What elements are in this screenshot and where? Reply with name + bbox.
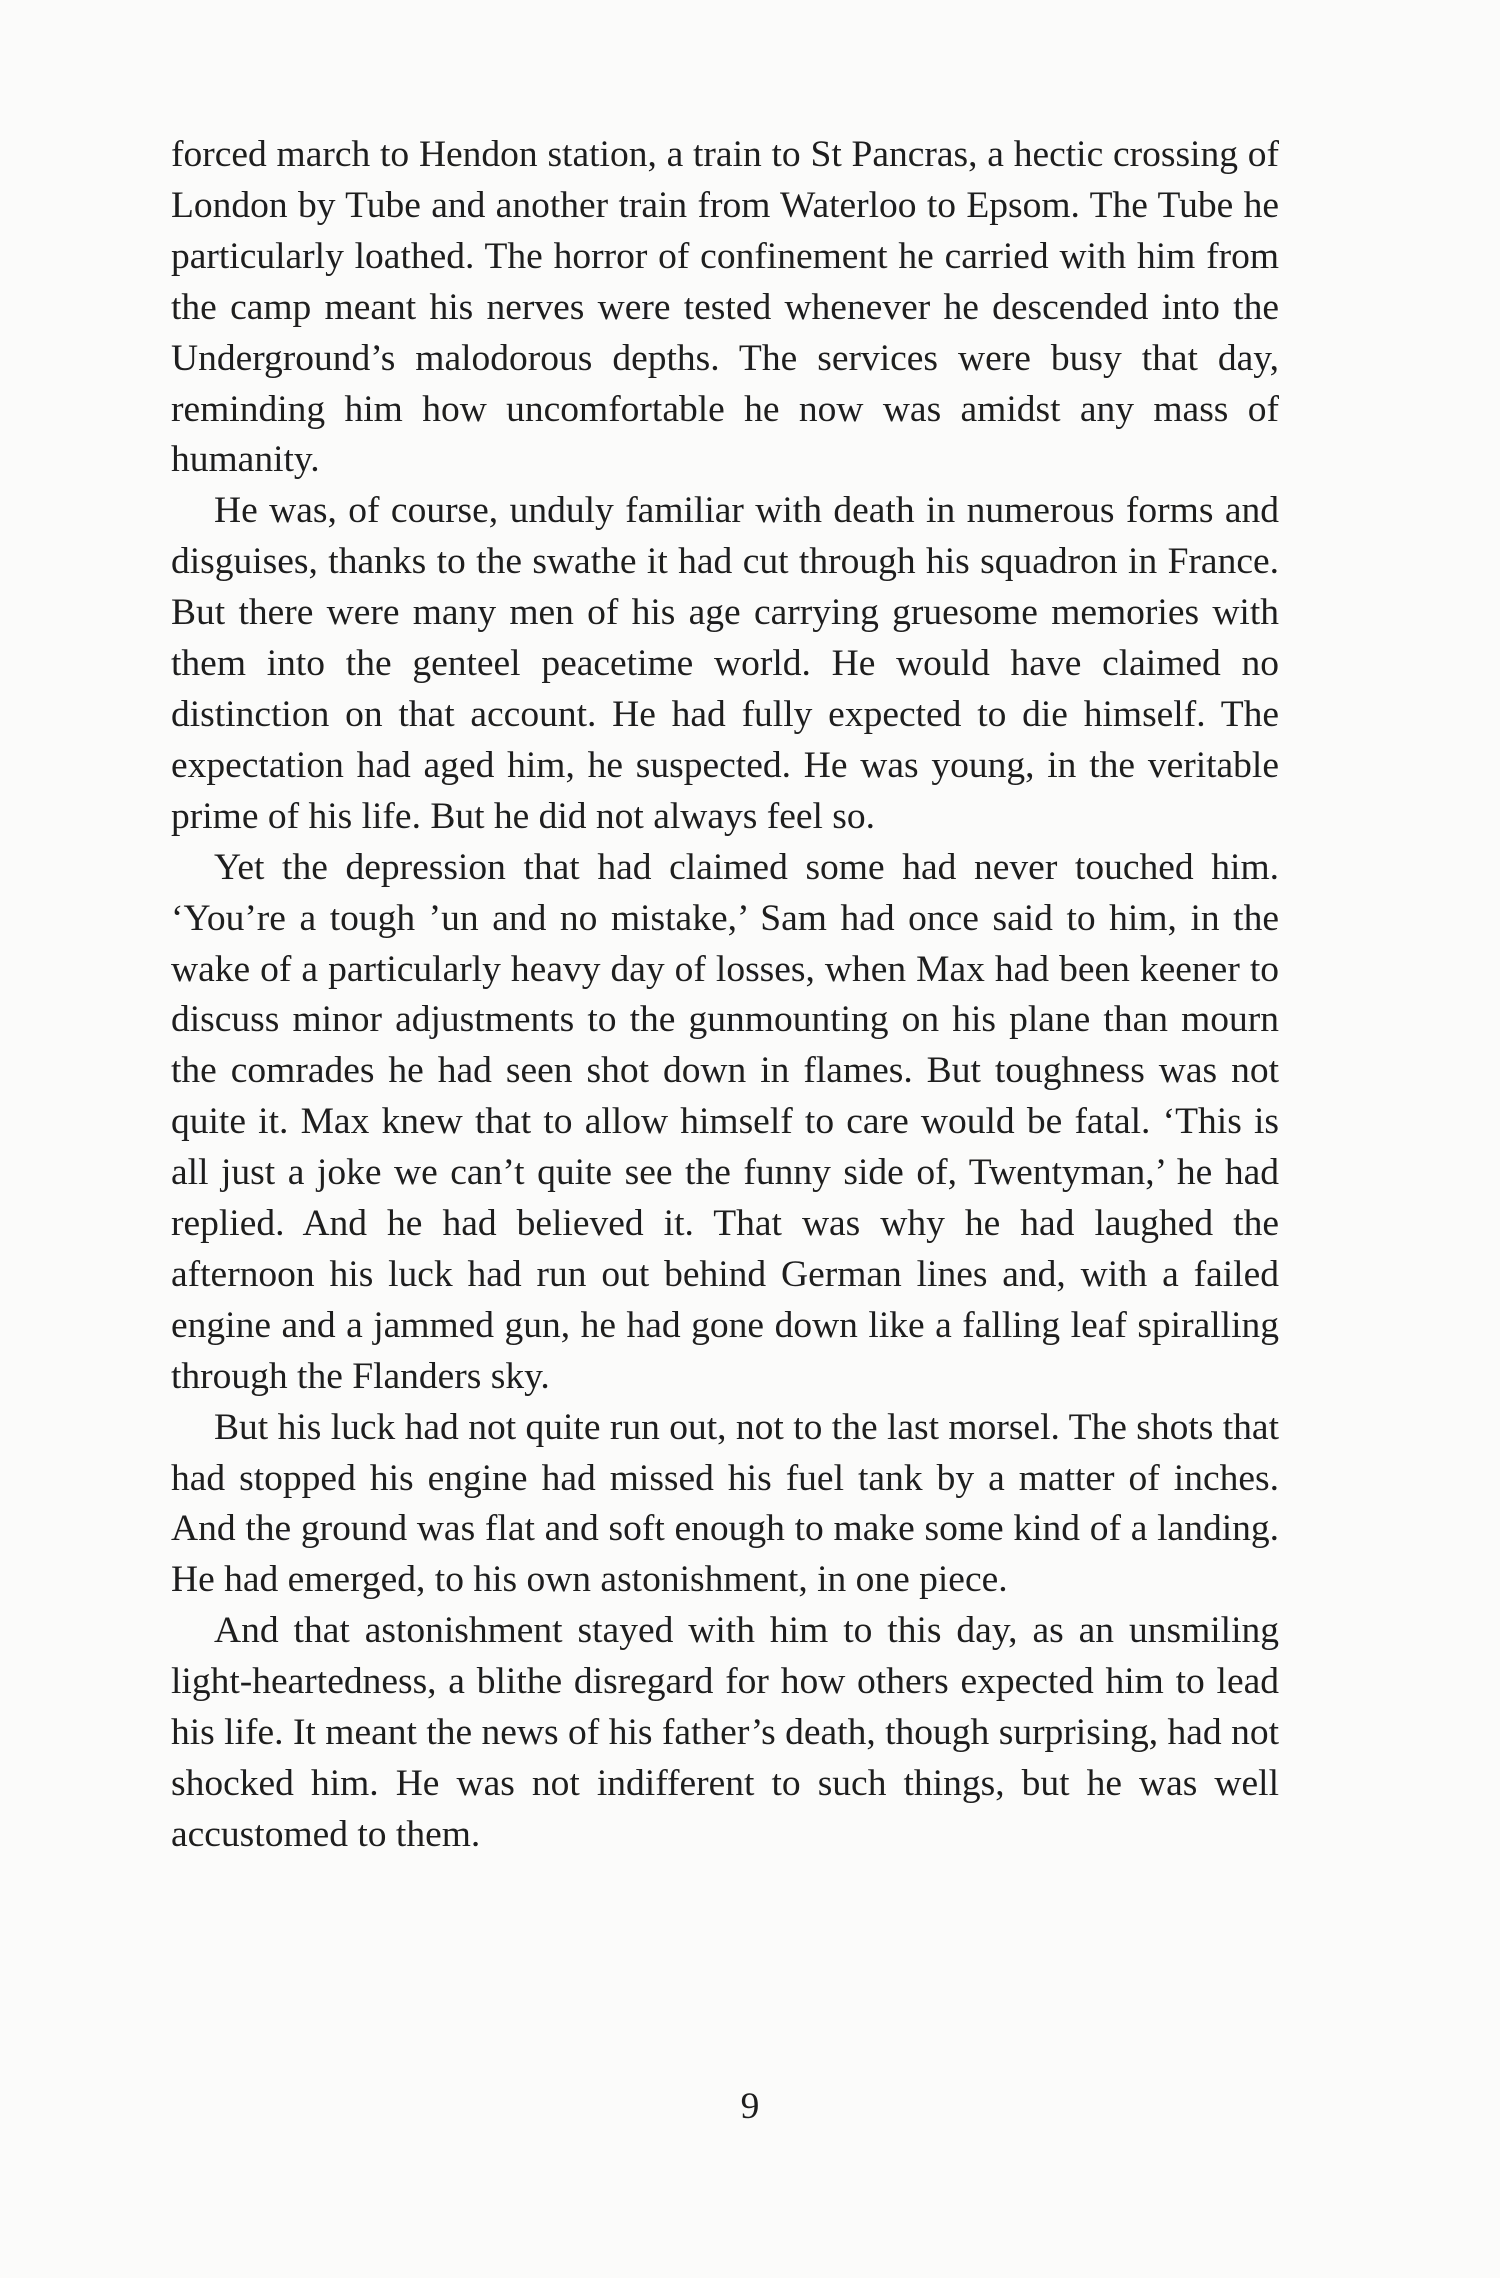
page-number: 9: [740, 2086, 760, 2127]
paragraph: And that astonishment stayed with him to this day, as an unsmiling light-heartedness, a blithe disregard for how others expected him to lead his life. It meant the news of his father’s death, though surprising, had not shocked him. He was not indifferent to such things, but he was well accustomed to them.: [171, 1610, 1279, 1855]
body-text: [171, 130, 1279, 1861]
paragraph: He was, of course, unduly familiar with death in numerous forms and disguises, thanks to the swathe it had cut through his squadron in France. But there were many men of his age carrying gruesome memories with them into the genteel peacetime world. He would have claimed no distinction on that account. He had fully expected to die himself. The expectation had aged him, he suspected. He was young, in the veritable prime of his life. But he did not always feel so.: [171, 490, 1279, 837]
paragraph: But his luck had not quite run out, not to the last morsel. The shots that had stopped his engine had missed his fuel tank by a matter of inches. And the ground was flat and soft enough to make some kind of a landing. He had emerged, to his own astonishment, in one piece.: [171, 1406, 1279, 1601]
paragraph: Yet the depression that had claimed some had never touched him. ‘You’re a tough ’un and no mistake,’ Sam had once said to him, in the wake of a particularly heavy day of losses, when Max had been keener to discuss minor adjustments to the gunmounting on his plane than mourn the comrades he had seen shot down in flames. But toughness was not quite it. Max knew that to allow himself to care would be fatal. ‘This is all just a joke we can’t quite see the funny side of, Twentyman,’ he had replied. And he had believed it. That was why he had laughed the afternoon his luck had run out behind German lines and, with a failed engine and a jammed gun, he had gone down like a falling leaf spiralling through the Flanders sky.: [171, 846, 1279, 1397]
paragraph-continued: forced march to Hendon station, a train to St Pancras, a hectic crossing of London by Tube and another train from Waterloo to Epsom. The Tube he particularly loathed. The horror of confinement he carried with him from the camp meant his nerves were tested whenever he descended into the Underground’s malodorous depths. The services were busy that day, reminding him how uncomfortable he now was amidst any mass of humanity.: [171, 134, 1279, 481]
